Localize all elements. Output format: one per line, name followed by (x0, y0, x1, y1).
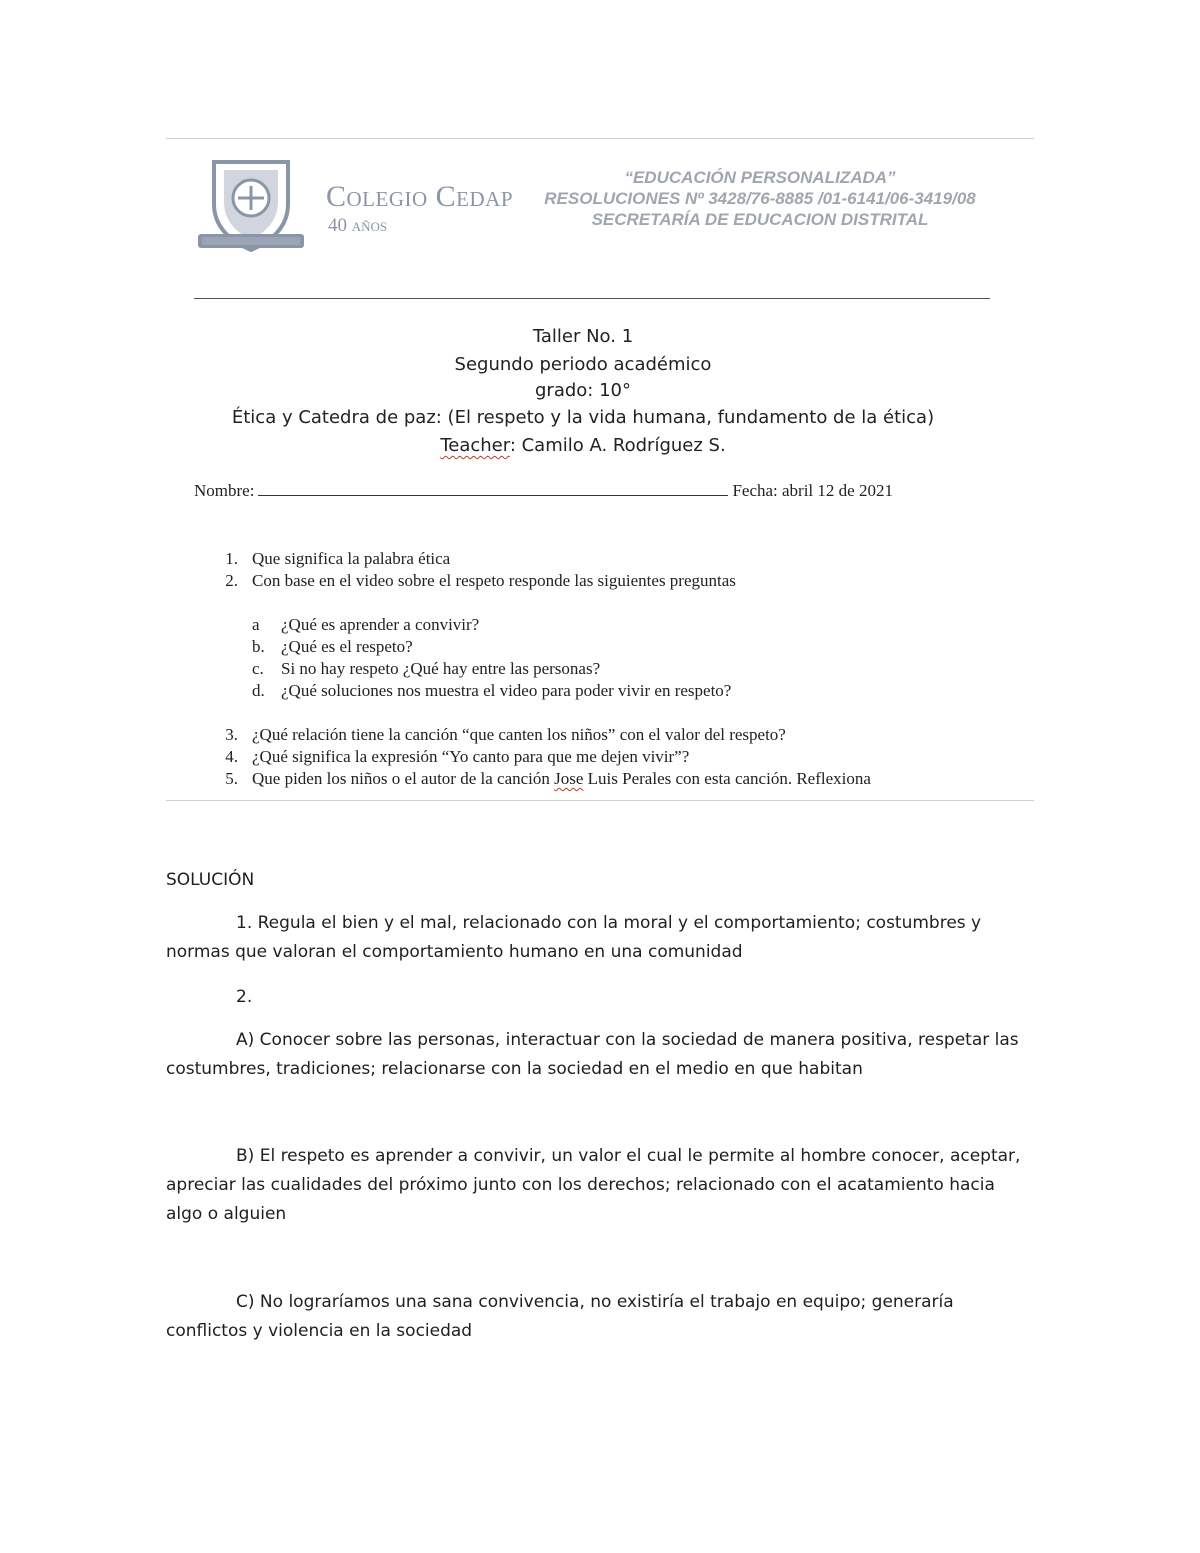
date-text: Fecha: abril 12 de 2021 (732, 481, 893, 500)
question-number: 5. (225, 769, 238, 788)
workshop-title: Taller No. 1 (532, 326, 634, 347)
question-number: 1. (225, 549, 238, 568)
question-text: Que significa la palabra ética (252, 549, 451, 568)
question-number: 4. (225, 747, 238, 766)
bottom-rule (166, 800, 1034, 801)
school-anniversary: 40 años (328, 215, 388, 236)
motto-line-1: “EDUCACIÓN PERSONALIZADA” (624, 168, 896, 187)
answer-2c (166, 1288, 1036, 1346)
top-rule (166, 138, 1034, 139)
question-number: 3. (225, 725, 238, 744)
answer-2a (166, 1026, 1036, 1084)
question-text (252, 769, 871, 789)
academic-period: Segundo periodo académico (454, 354, 712, 375)
name-blank-line[interactable] (258, 481, 728, 496)
subquestion-text: ¿Qué es aprender a convivir? (281, 615, 480, 634)
header-rule (194, 298, 990, 299)
teacher-line (166, 435, 1000, 456)
grade: grado: 10° (535, 380, 631, 401)
question-text: ¿Qué significa la expresión “Yo canto para que me dejen vivir”? (252, 747, 690, 766)
question-text-part: Luis Perales con esta canción. Reflexiona (583, 769, 871, 788)
solution-heading: SOLUCIÓN (166, 870, 255, 890)
subquestion-text: ¿Qué soluciones nos muestra el video para poder vivir en respeto? (281, 681, 732, 700)
motto-line-2: RESOLUCIONES Nº 3428/76-8885 /01-6141/06-3419/08 (544, 189, 976, 208)
subquestion-letter: a (252, 615, 260, 634)
answer-text: El respeto es aprender a convivir, un valor el cual le permite al hombre conocer, aceptar, apreciar las cualidades del próximo junto con los derechos; relacionado con el acatamiento hacia algo o alguien (166, 1146, 1021, 1224)
answer-1 (166, 909, 1036, 967)
subquestion-letter: c. (252, 659, 264, 678)
answer-number: 1. (236, 913, 253, 933)
answer-text: Conocer sobre las personas, interactuar con la sociedad de manera positiva, respetar las costumbres, tradiciones; relacionarse con la sociedad en el medio en que habitan (166, 1030, 1019, 1079)
name-date-row (194, 481, 893, 501)
subquestion-text: Si no hay respeto ¿Qué hay entre las personas? (281, 659, 601, 678)
answer-label: B) (236, 1146, 255, 1166)
question-text-part: Que piden los niños o el autor de la canción (252, 769, 555, 788)
school-name: Colegio Cedap (326, 180, 514, 213)
teacher-label: Teacher (440, 435, 510, 456)
subquestion-text: ¿Qué es el respeto? (281, 637, 413, 656)
teacher-name: : Camilo A. Rodríguez S. (509, 435, 726, 456)
subject: Ética y Catedra de paz: (El respeto y la vida humana, fundamento de la ética) (231, 407, 935, 428)
misspelled-word: Jose (554, 769, 584, 788)
answer-label: C) (236, 1292, 255, 1312)
school-shield-icon (196, 156, 306, 256)
answer-text: No lograríamos una sana convivencia, no existiría el trabajo en equipo; generaría conflictos y violencia en la sociedad (166, 1292, 954, 1341)
question-text: Con base en el video sobre el respeto responde las siguientes preguntas (252, 571, 736, 590)
name-label: Nombre: (194, 481, 255, 500)
answer-2b (166, 1142, 1036, 1229)
answer-2-number (166, 983, 1036, 1012)
question-number: 2. (225, 571, 238, 590)
question-text: ¿Qué relación tiene la canción “que canten los niños” con el valor del respeto? (252, 725, 786, 744)
subquestion-letter: b. (252, 637, 265, 656)
answer-text: Regula el bien y el mal, relacionado con la moral y el comportamiento; costumbres y normas que valoran el comportamiento humano en una comunidad (166, 913, 982, 962)
motto-line-3: SECRETARÍA DE EDUCACION DISTRITAL (591, 210, 929, 229)
subquestion-letter: d. (252, 681, 265, 700)
answer-number: 2. (236, 987, 253, 1007)
answer-label: A) (236, 1030, 255, 1050)
